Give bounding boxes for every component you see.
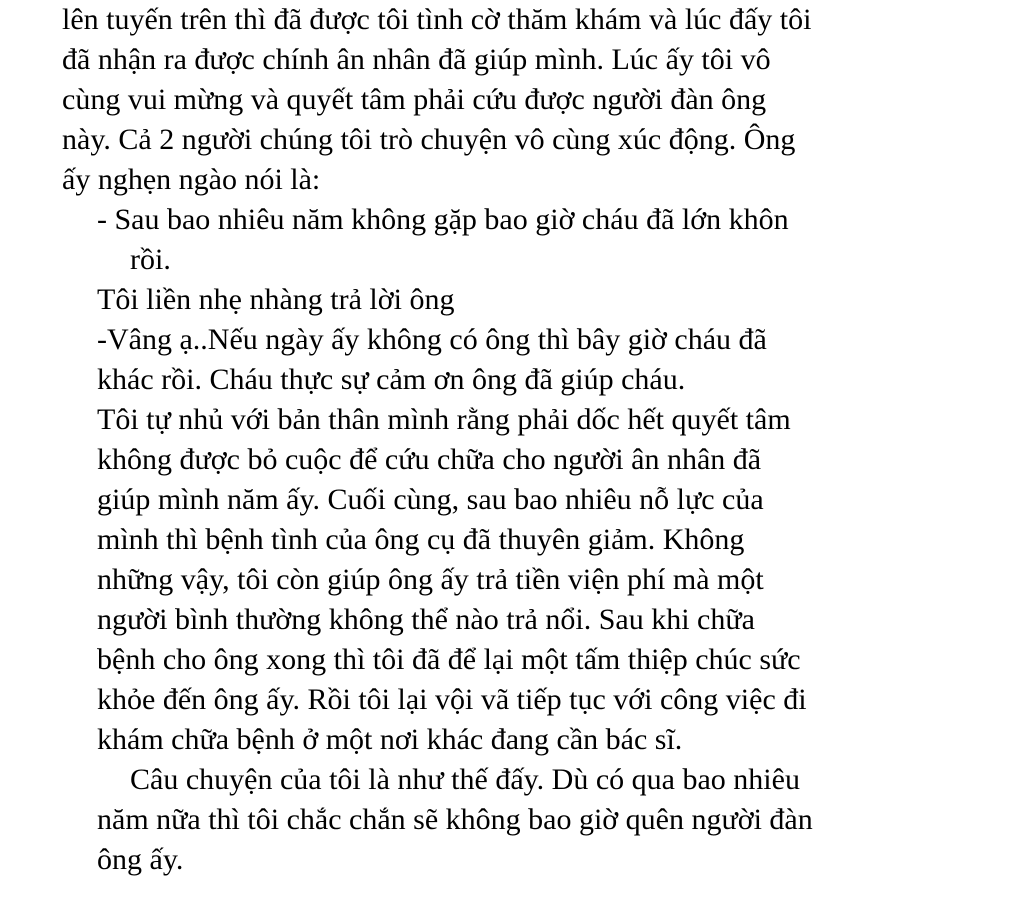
dialogue-line: khác rồi. Cháu thực sự cảm ơn ông đã giúp cháu.: [97, 363, 686, 396]
text-line: khám chữa bệnh ở một nơi khác đang cần bác sĩ.: [97, 723, 683, 756]
text-line: khỏe đến ông ấy. Rồi tôi lại vội vã tiếp tục với công việc đi: [97, 683, 807, 716]
dialogue-line: - Sau bao nhiêu năm không gặp bao giờ cháu đã lớn khôn: [97, 203, 789, 236]
text-line: những vậy, tôi còn giúp ông ấy trả tiền viện phí mà một: [97, 563, 764, 596]
text-line: ông ấy.: [97, 843, 184, 876]
dialogue-line: -Vâng ạ..Nếu ngày ấy không có ông thì bây giờ cháu đã: [97, 323, 767, 356]
text-line: Tôi tự nhủ với bản thân mình rằng phải dốc hết quyết tâm: [97, 403, 791, 436]
text-line: lên tuyến trên thì đã được tôi tình cờ thăm khám và lúc đấy tôi: [62, 3, 812, 36]
text-line: Câu chuyện của tôi là như thế đấy. Dù có qua bao nhiêu: [130, 763, 800, 796]
text-line: năm nữa thì tôi chắc chắn sẽ không bao giờ quên người đàn: [97, 803, 813, 836]
text-line: này. Cả 2 người chúng tôi trò chuyện vô cùng xúc động. Ông: [62, 123, 796, 156]
text-line: ấy nghẹn ngào nói là:: [62, 163, 321, 196]
text-line: giúp mình năm ấy. Cuối cùng, sau bao nhiêu nỗ lực của: [97, 483, 764, 516]
text-line: Tôi liền nhẹ nhàng trả lời ông: [97, 283, 455, 316]
text-line: đã nhận ra được chính ân nhân đã giúp mình. Lúc ấy tôi vô: [62, 43, 771, 76]
dialogue-line: rồi.: [130, 243, 171, 276]
text-line: mình thì bệnh tình của ông cụ đã thuyên giảm. Không: [97, 523, 745, 556]
text-line: không được bỏ cuộc để cứu chữa cho người ân nhân đã: [97, 443, 762, 476]
text-line: người bình thường không thể nào trả nổi. Sau khi chữa: [97, 603, 755, 636]
text-line: cùng vui mừng và quyết tâm phải cứu được người đàn ông: [62, 83, 767, 116]
text-line: bệnh cho ông xong thì tôi đã để lại một tấm thiệp chúc sức: [97, 643, 801, 676]
